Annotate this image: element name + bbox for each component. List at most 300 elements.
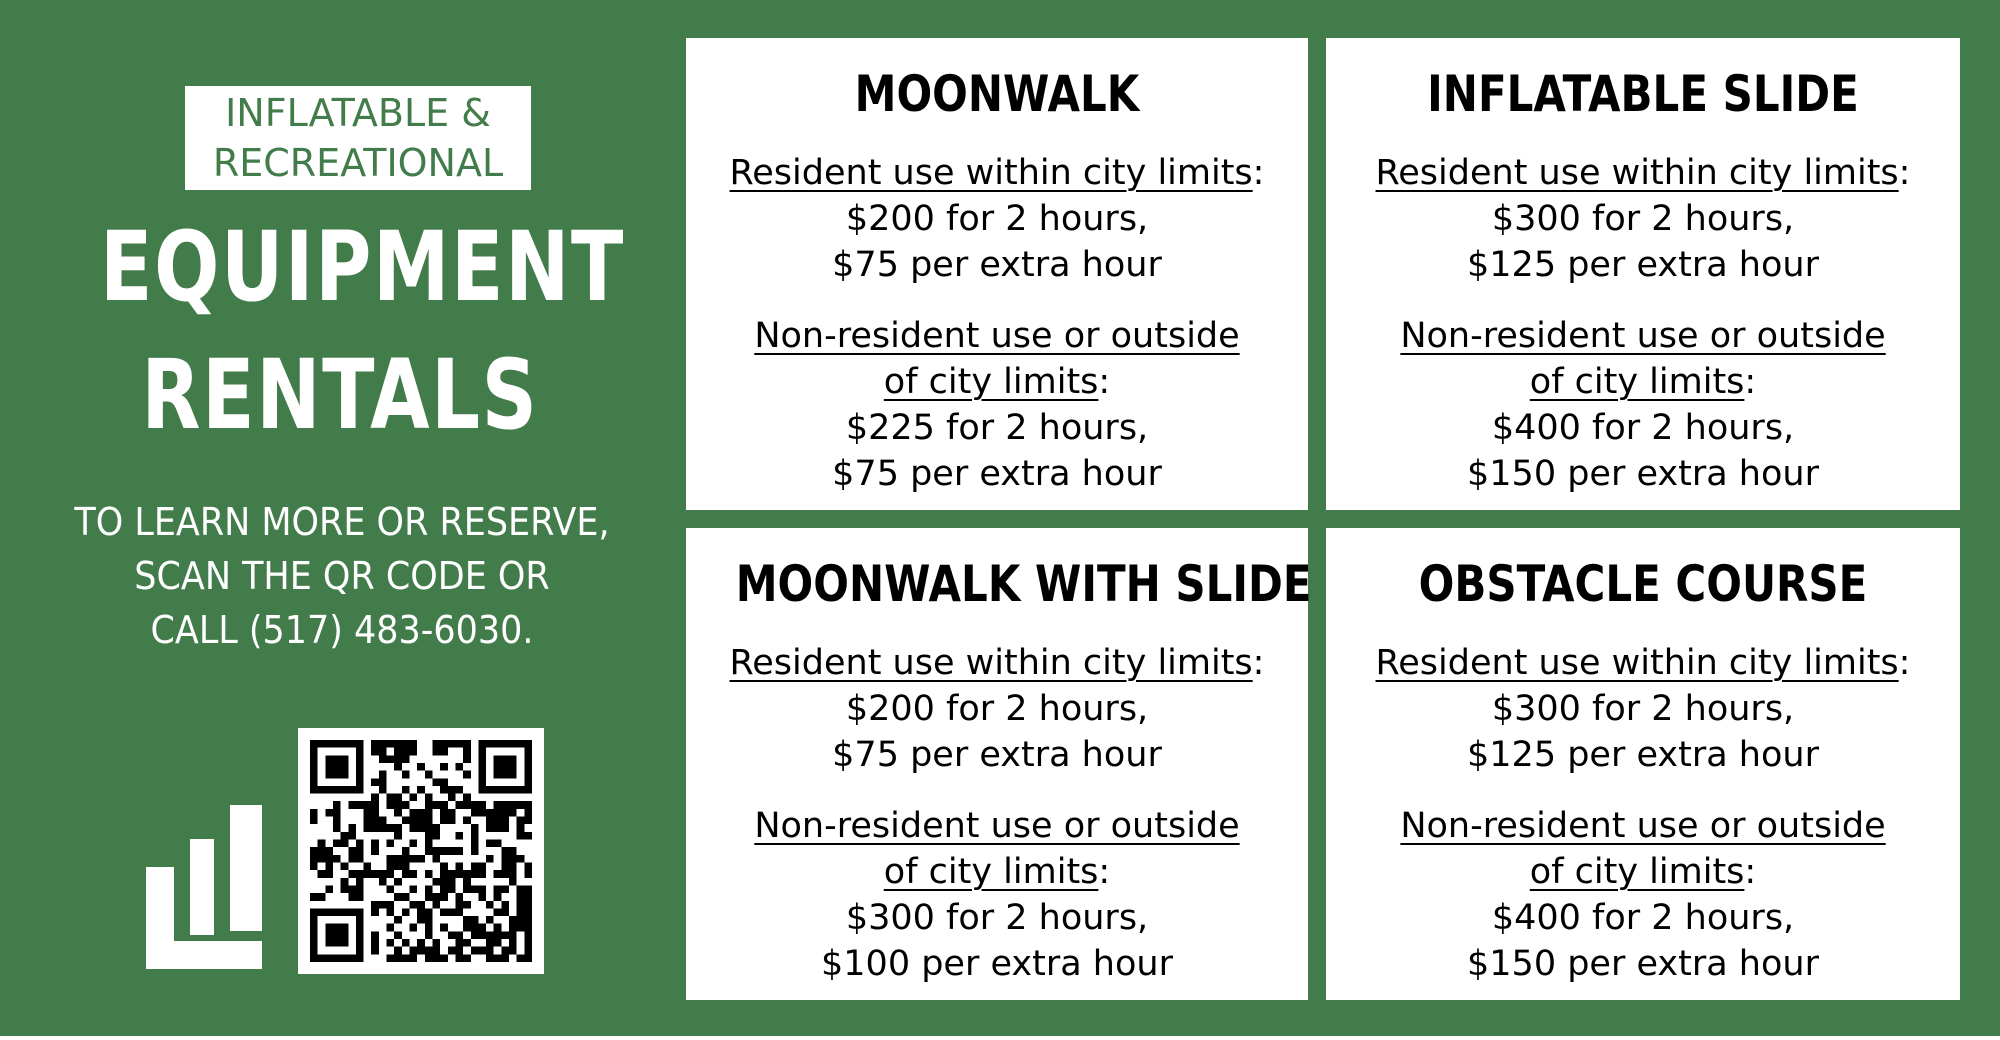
qr-module	[410, 794, 418, 802]
qr-module	[509, 771, 517, 779]
qr-module	[379, 817, 387, 825]
qr-module	[402, 893, 410, 901]
qr-module	[341, 924, 349, 932]
qr-module	[425, 924, 433, 932]
qr-module	[440, 862, 448, 870]
qr-module	[341, 954, 349, 962]
qr-module	[387, 870, 395, 878]
qr-module	[509, 855, 517, 863]
card-moonwalk-with-slide	[686, 528, 1312, 1000]
qr-module	[455, 931, 463, 939]
qr-module	[402, 908, 410, 916]
call-to-action	[48, 495, 637, 657]
qr-module	[471, 824, 479, 832]
qr-module	[440, 924, 448, 932]
qr-module	[371, 778, 379, 786]
qr-module	[356, 755, 364, 763]
qr-module	[310, 893, 318, 901]
qr-module	[501, 771, 509, 779]
qr-module	[463, 794, 471, 802]
qr-module	[410, 855, 418, 863]
qr-module	[394, 878, 402, 886]
qr-module	[455, 832, 463, 840]
qr-code-pattern	[310, 740, 532, 962]
qr-module	[371, 801, 379, 809]
qr-module	[325, 924, 333, 932]
qr-module	[440, 740, 448, 748]
nonresident-label-2: of city limits	[883, 852, 1099, 892]
qr-module	[394, 916, 402, 924]
left-panel	[0, 0, 680, 1036]
qr-module	[440, 809, 448, 817]
qr-module	[517, 924, 525, 932]
qr-module	[478, 748, 486, 756]
qr-module	[509, 847, 517, 855]
qr-module	[318, 870, 326, 878]
qr-module	[387, 901, 395, 909]
resident-label: Resident use within city limits	[1375, 643, 1899, 683]
qr-module	[402, 847, 410, 855]
qr-module	[455, 786, 463, 794]
qr-module	[310, 954, 318, 962]
qr-module	[325, 855, 333, 863]
qr-module	[325, 862, 333, 870]
qr-module	[524, 916, 532, 924]
nonresident-rate-1: $225 for 2 hours,	[845, 408, 1149, 448]
qr-module	[517, 885, 525, 893]
qr-module	[471, 801, 479, 809]
qr-module	[432, 824, 440, 832]
qr-module	[356, 840, 364, 848]
qr-module	[410, 954, 418, 962]
nonresident-label-1: Non-resident use or outside	[754, 316, 1240, 356]
qr-module	[417, 901, 425, 909]
qr-module	[425, 916, 433, 924]
qr-module	[471, 870, 479, 878]
qr-module	[333, 771, 341, 779]
qr-module	[432, 939, 440, 947]
qr-module	[356, 855, 364, 863]
qr-module	[524, 862, 532, 870]
qr-module	[478, 893, 486, 901]
qr-module	[417, 908, 425, 916]
card-obstacle-course	[1326, 528, 1960, 1000]
nonresident-pricing: Non-resident use or outside of city limits: $400 for 2 hours, $150 per extra hour	[1326, 803, 1960, 987]
qr-module	[494, 939, 502, 947]
qr-module	[348, 847, 356, 855]
qr-module	[509, 809, 517, 817]
qr-module	[417, 786, 425, 794]
nonresident-rate-1: $400 for 2 hours,	[1491, 898, 1795, 938]
qr-module	[432, 954, 440, 962]
qr-module	[394, 947, 402, 955]
qr-module	[410, 840, 418, 848]
qr-module	[356, 939, 364, 947]
qr-module	[471, 809, 479, 817]
qr-module	[356, 740, 364, 748]
qr-module	[440, 908, 448, 916]
qr-module	[463, 755, 471, 763]
qr-module	[341, 763, 349, 771]
qr-module	[524, 763, 532, 771]
qr-module	[478, 947, 486, 955]
qr-module	[402, 771, 410, 779]
qr-module	[310, 931, 318, 939]
qr-module	[394, 740, 402, 748]
qr-module	[310, 947, 318, 955]
qr-module	[517, 916, 525, 924]
qr-module	[425, 809, 433, 817]
qr-module	[402, 870, 410, 878]
resident-rate-1: $200 for 2 hours,	[845, 689, 1149, 729]
qr-module	[387, 840, 395, 848]
qr-module	[509, 755, 517, 763]
nonresident-label-2: of city limits	[1529, 362, 1745, 402]
qr-module	[310, 924, 318, 932]
qr-module	[524, 924, 532, 932]
qr-module	[501, 947, 509, 955]
qr-module	[471, 885, 479, 893]
qr-module	[524, 786, 532, 794]
qr-module	[448, 786, 456, 794]
qr-code-icon[interactable]	[298, 728, 544, 974]
qr-module	[310, 771, 318, 779]
qr-module	[356, 778, 364, 786]
qr-module	[440, 817, 448, 825]
qr-module	[501, 740, 509, 748]
qr-module	[501, 908, 509, 916]
qr-module	[356, 748, 364, 756]
qr-module	[348, 908, 356, 916]
qr-module	[333, 755, 341, 763]
qr-module	[325, 809, 333, 817]
qr-module	[348, 801, 356, 809]
qr-module	[387, 924, 395, 932]
qr-module	[517, 954, 525, 962]
qr-module	[509, 740, 517, 748]
qr-module	[356, 931, 364, 939]
qr-module	[524, 885, 532, 893]
qr-module	[494, 740, 502, 748]
qr-module	[432, 778, 440, 786]
qr-module	[478, 885, 486, 893]
qr-module	[310, 916, 318, 924]
qr-module	[509, 916, 517, 924]
qr-module	[417, 763, 425, 771]
qr-module	[432, 855, 440, 863]
qr-module	[494, 840, 502, 848]
qr-module	[448, 908, 456, 916]
qr-module	[432, 893, 440, 901]
resident-rate-1: $300 for 2 hours,	[1491, 689, 1795, 729]
qr-module	[440, 870, 448, 878]
qr-module	[394, 824, 402, 832]
qr-module	[478, 924, 486, 932]
qr-module	[478, 771, 486, 779]
qr-module	[494, 870, 502, 878]
qr-module	[494, 885, 502, 893]
qr-module	[410, 870, 418, 878]
qr-module	[440, 878, 448, 886]
qr-module	[509, 939, 517, 947]
qr-module	[440, 801, 448, 809]
qr-module	[333, 824, 341, 832]
qr-module	[517, 817, 525, 825]
qr-module	[341, 771, 349, 779]
qr-module	[455, 862, 463, 870]
qr-module	[455, 947, 463, 955]
qr-module	[517, 893, 525, 901]
qr-module	[501, 763, 509, 771]
qr-module	[402, 748, 410, 756]
qr-module	[425, 847, 433, 855]
qr-module	[394, 893, 402, 901]
qr-module	[524, 939, 532, 947]
qr-module	[394, 855, 402, 863]
nonresident-rate-2: $75 per extra hour	[832, 454, 1162, 494]
qr-module	[517, 901, 525, 909]
qr-module	[501, 870, 509, 878]
qr-module	[387, 885, 395, 893]
qr-module	[501, 755, 509, 763]
qr-module	[455, 954, 463, 962]
qr-module	[348, 855, 356, 863]
qr-module	[524, 954, 532, 962]
qr-module	[371, 740, 379, 748]
resident-pricing: Resident use within city limits: $300 for 2 hours, $125 per extra hour	[1326, 640, 1960, 778]
nonresident-pricing: Non-resident use or outside of city limits: $400 for 2 hours, $150 per extra hour	[1326, 313, 1960, 497]
qr-module	[333, 924, 341, 932]
qr-module	[417, 809, 425, 817]
qr-module	[486, 931, 494, 939]
qr-module	[486, 840, 494, 848]
resident-rate-2: $125 per extra hour	[1467, 735, 1819, 775]
cta-line-3: CALL (517) 483-6030.	[150, 608, 534, 652]
qr-module	[410, 924, 418, 932]
qr-module	[455, 893, 463, 901]
qr-module	[494, 908, 502, 916]
qr-module	[432, 740, 440, 748]
qr-module	[501, 817, 509, 825]
qr-module	[364, 809, 372, 817]
qr-module	[432, 947, 440, 955]
resident-rate-2: $75 per extra hour	[832, 735, 1162, 775]
qr-module	[478, 862, 486, 870]
qr-module	[448, 847, 456, 855]
qr-module	[417, 939, 425, 947]
qr-module	[463, 801, 471, 809]
card-inflatable-slide	[1326, 38, 1960, 510]
qr-module	[425, 954, 433, 962]
qr-module	[501, 862, 509, 870]
qr-module	[356, 947, 364, 955]
qr-module	[341, 931, 349, 939]
qr-module	[394, 748, 402, 756]
qr-module	[410, 885, 418, 893]
qr-module	[501, 801, 509, 809]
qr-module	[448, 794, 456, 802]
qr-module	[524, 801, 532, 809]
qr-module	[348, 885, 356, 893]
qr-module	[410, 824, 418, 832]
qr-module	[501, 954, 509, 962]
qr-module	[356, 885, 364, 893]
qr-module	[356, 801, 364, 809]
qr-module	[348, 954, 356, 962]
qr-module	[325, 954, 333, 962]
qr-module	[387, 755, 395, 763]
qr-module	[448, 870, 456, 878]
qr-module	[463, 939, 471, 947]
qr-module	[501, 847, 509, 855]
qr-module	[455, 801, 463, 809]
qr-module	[379, 786, 387, 794]
qr-module	[486, 901, 494, 909]
nonresident-pricing: Non-resident use or outside of city limits: $225 for 2 hours, $75 per extra hour	[686, 313, 1308, 497]
qr-module	[471, 924, 479, 932]
qr-module	[440, 786, 448, 794]
subtitle-line-1: INFLATABLE &	[225, 91, 491, 135]
qr-module	[463, 817, 471, 825]
qr-module	[494, 817, 502, 825]
qr-module	[463, 748, 471, 756]
qr-module	[509, 801, 517, 809]
qr-module	[524, 870, 532, 878]
qr-module	[494, 824, 502, 832]
qr-module	[440, 763, 448, 771]
qr-module	[494, 931, 502, 939]
qr-module	[425, 885, 433, 893]
qr-module	[364, 801, 372, 809]
qr-module	[425, 824, 433, 832]
qr-module	[517, 855, 525, 863]
qr-module	[455, 870, 463, 878]
qr-module	[463, 870, 471, 878]
qr-module	[486, 824, 494, 832]
qr-module	[356, 924, 364, 932]
qr-module	[425, 832, 433, 840]
qr-module	[310, 809, 318, 817]
qr-module	[448, 885, 456, 893]
qr-module	[333, 908, 341, 916]
qr-module	[486, 855, 494, 863]
qr-module	[371, 947, 379, 955]
qr-module	[471, 947, 479, 955]
qr-module	[333, 763, 341, 771]
qr-module	[371, 847, 379, 855]
qr-module	[486, 939, 494, 947]
qr-module	[348, 832, 356, 840]
qr-module	[333, 817, 341, 825]
qr-module	[325, 885, 333, 893]
qr-module	[310, 855, 318, 863]
qr-module	[524, 832, 532, 840]
qr-module	[517, 740, 525, 748]
resident-label: Resident use within city limits	[1375, 153, 1899, 193]
qr-module	[486, 954, 494, 962]
qr-module	[524, 947, 532, 955]
resident-label: Resident use within city limits	[729, 153, 1253, 193]
qr-module	[494, 809, 502, 817]
qr-module	[310, 740, 318, 748]
qr-module	[402, 755, 410, 763]
qr-module	[394, 794, 402, 802]
qr-module	[356, 771, 364, 779]
qr-module	[432, 847, 440, 855]
qr-module	[501, 901, 509, 909]
bar-chart-logo-icon	[146, 805, 262, 969]
qr-module	[425, 817, 433, 825]
qr-module	[402, 939, 410, 947]
qr-module	[394, 755, 402, 763]
qr-module	[310, 763, 318, 771]
qr-module	[410, 809, 418, 817]
qr-module	[318, 893, 326, 901]
qr-module	[501, 885, 509, 893]
qr-module	[364, 817, 372, 825]
qr-module	[448, 931, 456, 939]
qr-module	[425, 870, 433, 878]
qr-module	[486, 740, 494, 748]
qr-module	[486, 916, 494, 924]
qr-module	[524, 748, 532, 756]
qr-module	[501, 786, 509, 794]
qr-module	[387, 824, 395, 832]
qr-module	[325, 786, 333, 794]
qr-module	[325, 740, 333, 748]
qr-module	[425, 947, 433, 955]
qr-module	[371, 748, 379, 756]
qr-module	[478, 740, 486, 748]
qr-module	[410, 901, 418, 909]
nonresident-rate-2: $150 per extra hour	[1467, 454, 1819, 494]
qr-module	[341, 740, 349, 748]
resident-pricing: Resident use within city limits: $300 for 2 hours, $125 per extra hour	[1326, 150, 1960, 288]
qr-module	[348, 870, 356, 878]
qr-module	[494, 801, 502, 809]
qr-module	[341, 885, 349, 893]
qr-module	[356, 870, 364, 878]
qr-module	[318, 908, 326, 916]
qr-module	[410, 947, 418, 955]
qr-module	[471, 847, 479, 855]
qr-module	[494, 954, 502, 962]
qr-module	[387, 862, 395, 870]
qr-module	[517, 786, 525, 794]
qr-module	[348, 824, 356, 832]
qr-module	[494, 771, 502, 779]
card-title: MOONWALK	[854, 65, 1140, 123]
qr-module	[394, 931, 402, 939]
qr-module	[463, 740, 471, 748]
qr-module	[524, 755, 532, 763]
nonresident-rate-2: $100 per extra hour	[821, 944, 1173, 984]
title-line-1: EQUIPMENT	[100, 211, 625, 323]
qr-module	[509, 763, 517, 771]
qr-module	[394, 763, 402, 771]
qr-module	[432, 832, 440, 840]
qr-module	[310, 817, 318, 825]
resident-pricing: Resident use within city limits: $200 for 2 hours, $75 per extra hour	[686, 640, 1308, 778]
qr-module	[379, 740, 387, 748]
qr-module	[356, 916, 364, 924]
qr-module	[471, 832, 479, 840]
qr-module	[325, 847, 333, 855]
qr-module	[333, 939, 341, 947]
qr-module	[310, 847, 318, 855]
qr-module	[341, 908, 349, 916]
nonresident-rate-1: $400 for 2 hours,	[1491, 408, 1795, 448]
